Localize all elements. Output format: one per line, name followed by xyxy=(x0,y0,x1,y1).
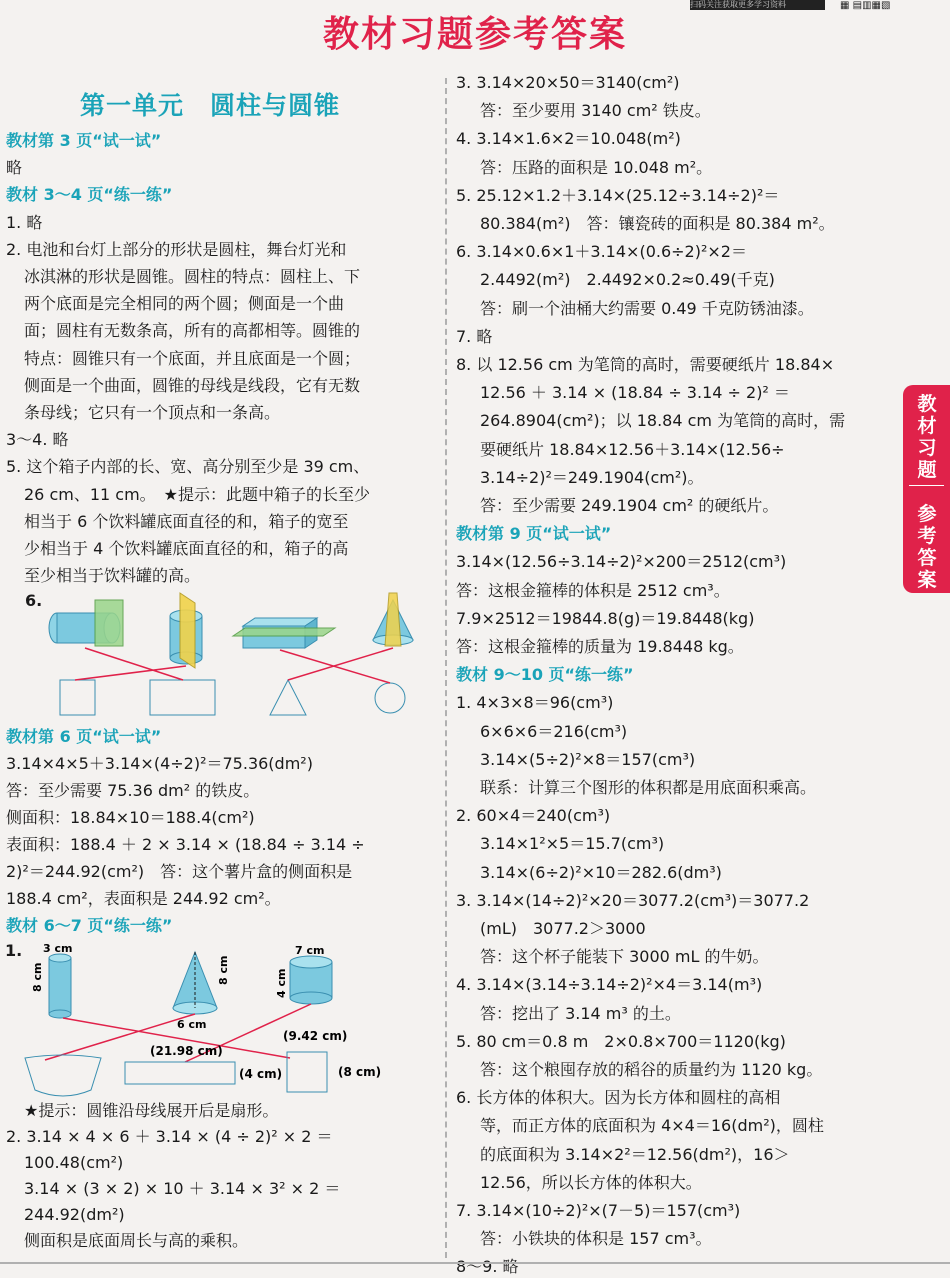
dim-label: (21.98 cm) xyxy=(150,1044,223,1058)
answer-line: 等，而正方体的底面积为 4×4＝16(dm²)，圆柱 xyxy=(480,1116,824,1136)
answer-line: 3.14×4×5＋3.14×(4÷2)²＝75.36(dm²) xyxy=(6,754,313,773)
dim-label: 6 cm xyxy=(177,1018,207,1031)
answer-line: 8～9. 略 xyxy=(456,1257,519,1277)
answer-line: 少相当于 4 个饮料罐底面直径的和，箱子的高 xyxy=(24,539,349,558)
cuboid-shape-icon xyxy=(233,618,335,648)
bottom-rule xyxy=(0,1262,950,1264)
dim-label: (9.42 cm) xyxy=(283,1029,348,1043)
cylinder-shape-icon xyxy=(49,600,123,646)
qr-code-icon: ▦ ▤▥▦▧ xyxy=(840,0,891,11)
page-title: 教材习题参考答案 xyxy=(322,14,627,55)
answer-line: 答：刷一个油桶大约需要 0.49 千克防锈油漆。 xyxy=(480,298,814,318)
figure-q6-label: 6. xyxy=(25,591,43,610)
dim-label: 7 cm xyxy=(295,944,325,957)
cone-shape-icon xyxy=(373,593,413,646)
unit-title: 第一单元 圆柱与圆锥 xyxy=(80,91,341,120)
answer-line: 5. 这个箱子内部的长、宽、高分别至少是 39 cm、 xyxy=(6,457,370,477)
answer-line: 3.14×(12.56÷3.14÷2)²×200＝2512(cm³) xyxy=(456,552,787,572)
dim-label: (8 cm) xyxy=(338,1065,382,1079)
answer-line: 5. 80 cm＝0.8 m 2×0.8×700＝1120(kg) xyxy=(456,1031,786,1051)
rectangle-outline xyxy=(60,680,95,715)
answer-line: 答：这个粮囤存放的稻谷的质量约为 1120 kg。 xyxy=(480,1060,823,1079)
answer-line: 至少相当于饮料罐的高。 xyxy=(24,566,201,586)
answer-line: 1. 4×3×8＝96(cm³) xyxy=(456,693,614,713)
side-tab-top: 教 材 习 题 xyxy=(917,393,937,481)
answer-line: 7.9×2512＝19844.8(g)＝19.8448(kg) xyxy=(456,608,755,628)
answer-line: 侧面积是底面周长与高的乘积。 xyxy=(24,1231,249,1250)
section-heading: 教材第 3 页“试一试” xyxy=(6,131,162,150)
cylinder-shape-icon xyxy=(170,593,202,668)
answer-line: ★提示：圆锥沿母线展开后是扇形。 xyxy=(24,1101,279,1120)
answer-line: 答：这根金箍棒的体积是 2512 cm³。 xyxy=(456,580,730,600)
answer-line: 答：至少要用 3140 cm² 铁皮。 xyxy=(480,101,711,121)
answer-line: 答：这根金箍棒的质量为 19.8448 kg。 xyxy=(456,637,744,656)
circle-outline xyxy=(375,683,405,713)
top-banner: 扫码关注获取更多学习资料 xyxy=(690,0,825,10)
answer-line: 冰淇淋的形状是圆锥。圆柱的特点：圆柱上、下 xyxy=(24,267,361,286)
answer-line: 8. 以 12.56 cm 为笔筒的高时，需要硬纸片 18.84× xyxy=(456,355,835,374)
answer-line: 5. 25.12×1.2＋3.14×(25.12÷3.14÷2)²＝ xyxy=(456,185,780,205)
column-divider xyxy=(445,78,447,1258)
answer-line: 12.56，所以长方体的体积大。 xyxy=(480,1172,702,1192)
answer-line: 3. 3.14×(14÷2)²×20＝3077.2(cm³)＝3077.2 xyxy=(456,890,810,910)
answer-line: 答：压路的面积是 10.048 m²。 xyxy=(480,157,713,177)
dim-label: 4 cm xyxy=(275,968,288,998)
answer-line: 7. 略 xyxy=(456,326,493,346)
answer-line: 6. 长方体的体积大。因为长方体和圆柱的高相 xyxy=(456,1088,781,1108)
answer-line: 略 xyxy=(6,158,23,178)
answer-line: 答：这个杯子能装下 3000 mL 的牛奶。 xyxy=(480,947,769,967)
figure-q6 xyxy=(5,588,425,723)
answer-line: 表面积：188.4 ＋ 2 × 3.14 × (18.84 ÷ 3.14 ÷ xyxy=(6,835,365,854)
answer-line: 2. 电池和台灯上部分的形状是圆柱，舞台灯光和 xyxy=(6,239,347,259)
answer-line: 4. 3.14×1.6×2＝10.048(m²) xyxy=(456,129,681,149)
answer-line: 答：小铁块的体积是 157 cm³。 xyxy=(480,1229,712,1249)
cylinder-shape-icon xyxy=(290,956,332,1004)
answer-line: 188.4 cm²，表面积是 244.92 cm²。 xyxy=(6,889,281,908)
dim-label: 3 cm xyxy=(43,942,73,955)
dim-label: 8 cm xyxy=(31,962,44,992)
cone-shape-icon xyxy=(173,952,217,1014)
answer-line: 答：挖出了 3.14 m³ 的土。 xyxy=(480,1003,681,1023)
answer-line: 3～4. 略 xyxy=(6,430,69,450)
answer-line: 3.14 × (3 × 2) × 10 ＋ 3.14 × 3² × 2 ＝ xyxy=(24,1179,341,1198)
answer-line: 联系：计算三个图形的体积都是用底面积乘高。 xyxy=(480,778,817,797)
answer-line: 要硬纸片 18.84×12.56＋3.14×(12.56÷ xyxy=(480,439,785,459)
answer-line: 100.48(cm²) xyxy=(24,1153,124,1172)
answer-line: 3.14×(6÷2)²×10＝282.6(dm³) xyxy=(480,862,722,882)
rectangle-outline xyxy=(125,1062,235,1084)
answer-line: 3. 3.14×20×50＝3140(cm²) xyxy=(456,73,680,92)
answer-line: 3.14×1²×5＝15.7(cm³) xyxy=(480,834,665,854)
answer-line: (mL) 3077.2＞3000 xyxy=(480,919,646,938)
answer-line: 244.92(dm²) xyxy=(24,1205,125,1224)
square-outline xyxy=(287,1052,327,1092)
answer-line: 侧面是一个曲面，圆锥的母线是线段，它有无数 xyxy=(24,375,361,395)
answer-line: 两个底面是完全相同的两个圆；侧面是一个曲 xyxy=(24,294,345,314)
answer-line: 面；圆柱有无数条高，所有的高都相等。圆锥的 xyxy=(24,321,361,341)
answer-line: 特点：圆锥只有一个底面，并且底面是一个圆； xyxy=(24,348,361,368)
section-heading: 教材 9～10 页“练一练” xyxy=(456,665,634,685)
answer-line: 2)²＝244.92(cm²) 答：这个薯片盒的侧面积是 xyxy=(6,862,353,881)
answer-line: 4. 3.14×(3.14÷3.14÷2)²×4＝3.14(m³) xyxy=(456,975,763,995)
section-heading: 教材第 9 页“试一试” xyxy=(456,524,612,544)
rectangle-outline xyxy=(150,680,215,715)
dim-label: (4 cm) xyxy=(239,1067,283,1081)
answer-line: 侧面积：18.84×10＝188.4(cm²) xyxy=(6,808,255,827)
cylinder-shape-icon xyxy=(49,954,71,1018)
figure-ex1 xyxy=(5,940,425,1105)
side-tab-bottom: 参 考 答 案 xyxy=(917,503,937,591)
side-tab xyxy=(903,385,950,593)
answer-line: 264.8904(cm²)；以 18.84 cm 为笔筒的高时，需 xyxy=(480,411,846,431)
answer-line: 2. 3.14 × 4 × 6 ＋ 3.14 × (4 ÷ 2)² × 2 ＝ xyxy=(6,1127,333,1146)
answer-line: 条母线；它只有一个顶点和一条高。 xyxy=(24,403,281,422)
answer-line: 6×6×6＝216(cm³) xyxy=(480,721,628,741)
answer-line: 1. 略 xyxy=(6,212,43,232)
triangle-outline xyxy=(270,680,306,715)
answer-line: 2.4492(m²) 2.4492×0.2≈0.49(千克) xyxy=(480,270,775,290)
answer-line: 7. 3.14×(10÷2)²×(7－5)＝157(cm³) xyxy=(456,1201,741,1220)
answer-line: 80.384(m²) 答：镶瓷砖的面积是 80.384 m²。 xyxy=(480,214,835,233)
sector-outline xyxy=(25,1055,101,1096)
answer-line: 3.14×(5÷2)²×8＝157(cm³) xyxy=(480,749,696,769)
answer-line: 26 cm、11 cm。 ★提示：此题中箱子的长至少 xyxy=(24,484,371,504)
answer-line: 答：至少需要 249.1904 cm² 的硬纸片。 xyxy=(480,496,779,515)
answer-line: 6. 3.14×0.6×1＋3.14×(0.6÷2)²×2＝ xyxy=(456,242,747,262)
section-heading: 教材 6～7 页“练一练” xyxy=(6,916,173,935)
answer-line: 相当于 6 个饮料罐底面直径的和，箱子的宽至 xyxy=(24,511,349,531)
dim-label: 8 cm xyxy=(217,955,230,985)
figure-ex1-label: 1. xyxy=(5,941,23,960)
section-heading: 教材第 6 页“试一试” xyxy=(6,727,162,746)
answer-line: 3.14÷2)²＝249.1904(cm²)。 xyxy=(480,467,704,487)
section-heading: 教材 3～4 页“练一练” xyxy=(6,185,173,205)
answer-line: 2. 60×4＝240(cm³) xyxy=(456,806,611,826)
answer-line: 答：至少需要 75.36 dm² 的铁皮。 xyxy=(6,781,260,800)
answer-line: 的底面积为 3.14×2²＝12.56(dm²)，16＞ xyxy=(480,1144,790,1164)
answer-line: 12.56 ＋ 3.14 × (18.84 ÷ 3.14 ÷ 2)² ＝ xyxy=(480,383,790,403)
